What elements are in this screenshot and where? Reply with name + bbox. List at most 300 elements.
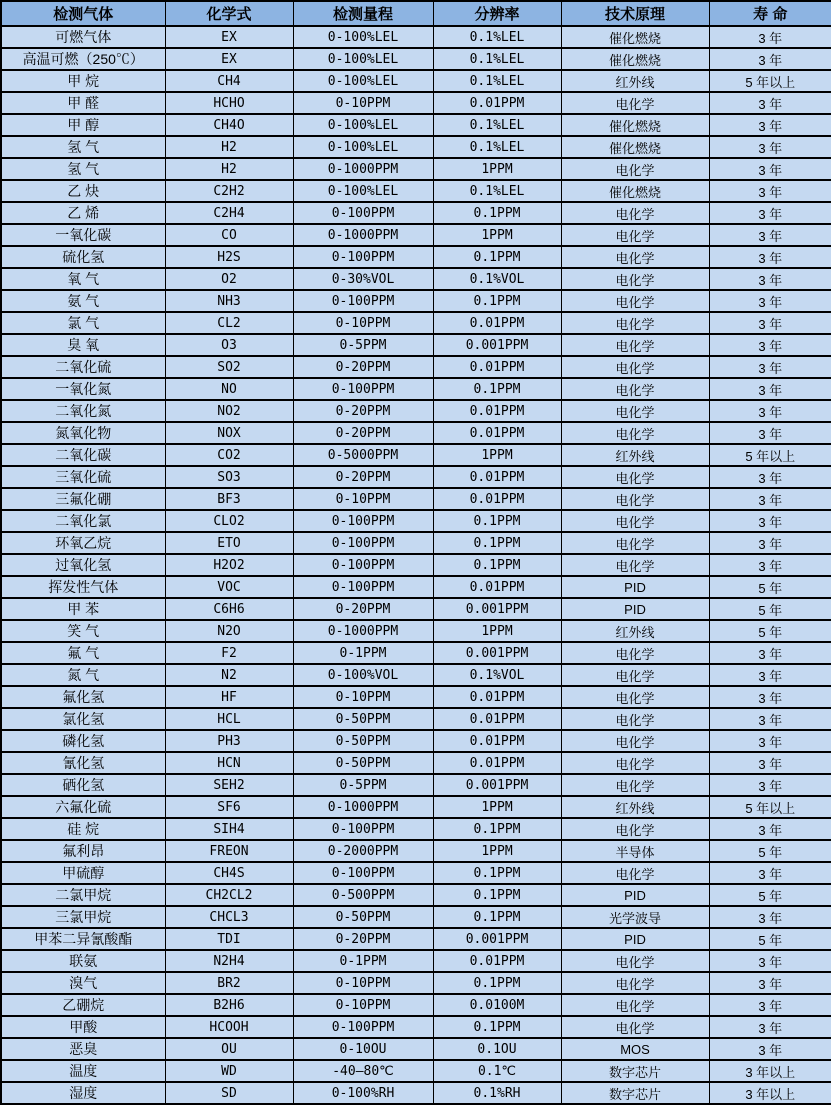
gas-name-cell: 温度 [1, 1060, 165, 1082]
detection-range-cell: 0-20PPM [293, 400, 433, 422]
detection-range-cell: 0-100PPM [293, 202, 433, 224]
table-row [1, 180, 831, 202]
detection-range-cell: 0-30%VOL [293, 268, 433, 290]
gas-name-cell: 硅 烷 [1, 818, 165, 840]
detection-range-cell: 0-100PPM [293, 862, 433, 884]
table-body [1, 26, 831, 1104]
lifespan-cell: 5 年 [709, 576, 831, 598]
resolution-cell: 0.1%LEL [433, 114, 561, 136]
table-row [1, 576, 831, 598]
detection-range-cell: 0-100PPM [293, 246, 433, 268]
technology-principle-cell: MOS [561, 1038, 709, 1060]
chemical-formula-cell: N2O [165, 620, 293, 642]
detection-range-cell: 0-100%LEL [293, 48, 433, 70]
chemical-formula-cell: WD [165, 1060, 293, 1082]
column-header-principle: 技术原理 [561, 1, 709, 26]
technology-principle-cell: 电化学 [561, 312, 709, 334]
table-row [1, 1060, 831, 1082]
chemical-formula-cell: H2 [165, 158, 293, 180]
chemical-formula-cell: HCHO [165, 92, 293, 114]
technology-principle-cell: 红外线 [561, 70, 709, 92]
lifespan-cell: 3 年 [709, 1016, 831, 1038]
table-row [1, 1016, 831, 1038]
lifespan-cell: 3 年 [709, 730, 831, 752]
chemical-formula-cell: NOX [165, 422, 293, 444]
chemical-formula-cell: CH4O [165, 114, 293, 136]
gas-name-cell: 氨 气 [1, 290, 165, 312]
gas-name-cell: 甲酸 [1, 1016, 165, 1038]
resolution-cell: 0.01PPM [433, 730, 561, 752]
table-row [1, 136, 831, 158]
detection-range-cell: 0-10PPM [293, 972, 433, 994]
table-row [1, 334, 831, 356]
detection-range-cell: 0-100%LEL [293, 136, 433, 158]
lifespan-cell: 3 年 [709, 774, 831, 796]
resolution-cell: 0.1PPM [433, 202, 561, 224]
gas-name-cell: 湿度 [1, 1082, 165, 1104]
technology-principle-cell: 电化学 [561, 466, 709, 488]
chemical-formula-cell: NO [165, 378, 293, 400]
chemical-formula-cell: NH3 [165, 290, 293, 312]
lifespan-cell: 5 年以上 [709, 444, 831, 466]
detection-range-cell: 0-5PPM [293, 334, 433, 356]
lifespan-cell: 3 年以上 [709, 1060, 831, 1082]
chemical-formula-cell: CH2CL2 [165, 884, 293, 906]
detection-range-cell: 0-100%LEL [293, 114, 433, 136]
resolution-cell: 0.1PPM [433, 532, 561, 554]
detection-range-cell: 0-10PPM [293, 312, 433, 334]
chemical-formula-cell: N2 [165, 664, 293, 686]
gas-name-cell: 六氟化硫 [1, 796, 165, 818]
technology-principle-cell: 电化学 [561, 708, 709, 730]
resolution-cell: 0.001PPM [433, 774, 561, 796]
gas-name-cell: 甲 醇 [1, 114, 165, 136]
resolution-cell: 0.1%LEL [433, 26, 561, 48]
gas-name-cell: 氯 气 [1, 312, 165, 334]
technology-principle-cell: 电化学 [561, 92, 709, 114]
table-row [1, 532, 831, 554]
resolution-cell: 1PPM [433, 796, 561, 818]
lifespan-cell: 3 年 [709, 312, 831, 334]
detection-range-cell: 0-10PPM [293, 994, 433, 1016]
gas-name-cell: 笑 气 [1, 620, 165, 642]
lifespan-cell: 3 年 [709, 950, 831, 972]
table-row [1, 26, 831, 48]
gas-name-cell: 乙 烯 [1, 202, 165, 224]
resolution-cell: 0.1PPM [433, 290, 561, 312]
lifespan-cell: 3 年 [709, 466, 831, 488]
table-row [1, 554, 831, 576]
resolution-cell: 0.1%LEL [433, 70, 561, 92]
chemical-formula-cell: ETO [165, 532, 293, 554]
resolution-cell: 0.001PPM [433, 642, 561, 664]
lifespan-cell: 3 年 [709, 818, 831, 840]
table-row [1, 466, 831, 488]
chemical-formula-cell: CO [165, 224, 293, 246]
table-row [1, 950, 831, 972]
gas-name-cell: 可燃气体 [1, 26, 165, 48]
detection-range-cell: 0-100PPM [293, 818, 433, 840]
lifespan-cell: 3 年 [709, 510, 831, 532]
resolution-cell: 1PPM [433, 620, 561, 642]
technology-principle-cell: 电化学 [561, 422, 709, 444]
technology-principle-cell: 电化学 [561, 862, 709, 884]
table-row [1, 906, 831, 928]
technology-principle-cell: 催化燃烧 [561, 48, 709, 70]
table-row [1, 796, 831, 818]
resolution-cell: 1PPM [433, 444, 561, 466]
lifespan-cell: 3 年 [709, 158, 831, 180]
chemical-formula-cell: CHCL3 [165, 906, 293, 928]
detection-range-cell: 0-5PPM [293, 774, 433, 796]
resolution-cell: 0.01PPM [433, 950, 561, 972]
lifespan-cell: 3 年 [709, 246, 831, 268]
detection-range-cell: 0-100%RH [293, 1082, 433, 1104]
chemical-formula-cell: N2H4 [165, 950, 293, 972]
technology-principle-cell: 电化学 [561, 488, 709, 510]
detection-range-cell: 0-50PPM [293, 906, 433, 928]
detection-range-cell: 0-10PPM [293, 92, 433, 114]
lifespan-cell: 3 年 [709, 268, 831, 290]
chemical-formula-cell: CH4S [165, 862, 293, 884]
technology-principle-cell: 电化学 [561, 1016, 709, 1038]
column-header-range: 检测量程 [293, 1, 433, 26]
lifespan-cell: 3 年 [709, 48, 831, 70]
technology-principle-cell: 电化学 [561, 818, 709, 840]
chemical-formula-cell: OU [165, 1038, 293, 1060]
lifespan-cell: 5 年 [709, 928, 831, 950]
technology-principle-cell: 催化燃烧 [561, 136, 709, 158]
resolution-cell: 1PPM [433, 224, 561, 246]
table-row [1, 202, 831, 224]
table-row [1, 378, 831, 400]
chemical-formula-cell: C2H4 [165, 202, 293, 224]
gas-name-cell: 氯化氢 [1, 708, 165, 730]
technology-principle-cell: 电化学 [561, 686, 709, 708]
resolution-cell: 0.01PPM [433, 752, 561, 774]
gas-name-cell: 溴气 [1, 972, 165, 994]
gas-name-cell: 甲 醛 [1, 92, 165, 114]
table-row [1, 884, 831, 906]
chemical-formula-cell: SD [165, 1082, 293, 1104]
gas-name-cell: 氮 气 [1, 664, 165, 686]
gas-name-cell: 磷化氢 [1, 730, 165, 752]
lifespan-cell: 3 年 [709, 378, 831, 400]
detection-range-cell: 0-100%LEL [293, 26, 433, 48]
resolution-cell: 0.1℃ [433, 1060, 561, 1082]
chemical-formula-cell: HCL [165, 708, 293, 730]
resolution-cell: 0.1%LEL [433, 180, 561, 202]
technology-principle-cell: 电化学 [561, 246, 709, 268]
chemical-formula-cell: TDI [165, 928, 293, 950]
gas-name-cell: 硫化氢 [1, 246, 165, 268]
resolution-cell: 0.1PPM [433, 510, 561, 532]
gas-name-cell: 高温可燃（250℃） [1, 48, 165, 70]
gas-name-cell: 氰化氢 [1, 752, 165, 774]
table-row [1, 642, 831, 664]
table-row [1, 312, 831, 334]
table-row [1, 620, 831, 642]
resolution-cell: 0.001PPM [433, 334, 561, 356]
technology-principle-cell: 电化学 [561, 994, 709, 1016]
lifespan-cell: 3 年 [709, 664, 831, 686]
lifespan-cell: 3 年 [709, 994, 831, 1016]
lifespan-cell: 3 年 [709, 686, 831, 708]
lifespan-cell: 3 年 [709, 862, 831, 884]
table-row [1, 818, 831, 840]
resolution-cell: 0.01PPM [433, 356, 561, 378]
lifespan-cell: 3 年 [709, 224, 831, 246]
resolution-cell: 0.1%VOL [433, 664, 561, 686]
table-row [1, 246, 831, 268]
table-row [1, 994, 831, 1016]
chemical-formula-cell: EX [165, 48, 293, 70]
detection-range-cell: 0-2000PPM [293, 840, 433, 862]
technology-principle-cell: 数字芯片 [561, 1060, 709, 1082]
lifespan-cell: 5 年 [709, 598, 831, 620]
chemical-formula-cell: C6H6 [165, 598, 293, 620]
gas-name-cell: 硒化氢 [1, 774, 165, 796]
chemical-formula-cell: NO2 [165, 400, 293, 422]
gas-name-cell: 二氯甲烷 [1, 884, 165, 906]
technology-principle-cell: 电化学 [561, 730, 709, 752]
chemical-formula-cell: HCN [165, 752, 293, 774]
chemical-formula-cell: HCOOH [165, 1016, 293, 1038]
technology-principle-cell: 催化燃烧 [561, 180, 709, 202]
detection-range-cell: 0-100%LEL [293, 180, 433, 202]
lifespan-cell: 5 年以上 [709, 70, 831, 92]
table-row [1, 774, 831, 796]
technology-principle-cell: 催化燃烧 [561, 26, 709, 48]
chemical-formula-cell: B2H6 [165, 994, 293, 1016]
resolution-cell: 0.1PPM [433, 972, 561, 994]
gas-name-cell: 甲 烷 [1, 70, 165, 92]
detection-range-cell: 0-10OU [293, 1038, 433, 1060]
resolution-cell: 0.001PPM [433, 598, 561, 620]
detection-range-cell: 0-10PPM [293, 488, 433, 510]
gas-name-cell: 氢 气 [1, 136, 165, 158]
detection-range-cell: 0-50PPM [293, 708, 433, 730]
chemical-formula-cell: CO2 [165, 444, 293, 466]
column-header-gas: 检测气体 [1, 1, 165, 26]
detection-range-cell: 0-1000PPM [293, 796, 433, 818]
gas-name-cell: 三氯甲烷 [1, 906, 165, 928]
chemical-formula-cell: SO3 [165, 466, 293, 488]
table-row [1, 1082, 831, 1104]
chemical-formula-cell: SF6 [165, 796, 293, 818]
lifespan-cell: 3 年 [709, 400, 831, 422]
technology-principle-cell: 电化学 [561, 202, 709, 224]
technology-principle-cell: PID [561, 928, 709, 950]
detection-range-cell: 0-20PPM [293, 356, 433, 378]
detection-range-cell: 0-1000PPM [293, 224, 433, 246]
technology-principle-cell: 电化学 [561, 356, 709, 378]
column-header-lifespan: 寿 命 [709, 1, 831, 26]
resolution-cell: 0.1PPM [433, 554, 561, 576]
chemical-formula-cell: CLO2 [165, 510, 293, 532]
resolution-cell: 0.01PPM [433, 686, 561, 708]
gas-name-cell: 三氟化硼 [1, 488, 165, 510]
table-row [1, 686, 831, 708]
gas-name-cell: 乙硼烷 [1, 994, 165, 1016]
chemical-formula-cell: O3 [165, 334, 293, 356]
lifespan-cell: 3 年 [709, 202, 831, 224]
gas-name-cell: 过氧化氢 [1, 554, 165, 576]
resolution-cell: 0.1PPM [433, 1016, 561, 1038]
gas-name-cell: 三氧化硫 [1, 466, 165, 488]
chemical-formula-cell: BR2 [165, 972, 293, 994]
resolution-cell: 0.0100M [433, 994, 561, 1016]
gas-name-cell: 二氧化氯 [1, 510, 165, 532]
detection-range-cell: 0-500PPM [293, 884, 433, 906]
lifespan-cell: 3 年 [709, 92, 831, 114]
lifespan-cell: 3 年 [709, 180, 831, 202]
chemical-formula-cell: H2O2 [165, 554, 293, 576]
lifespan-cell: 5 年 [709, 840, 831, 862]
technology-principle-cell: 电化学 [561, 752, 709, 774]
detection-range-cell: 0-20PPM [293, 466, 433, 488]
chemical-formula-cell: VOC [165, 576, 293, 598]
table-row [1, 862, 831, 884]
technology-principle-cell: 电化学 [561, 664, 709, 686]
table-row [1, 708, 831, 730]
table-row [1, 444, 831, 466]
table-row [1, 48, 831, 70]
lifespan-cell: 3 年 [709, 114, 831, 136]
detection-range-cell: 0-1PPM [293, 642, 433, 664]
resolution-cell: 0.1PPM [433, 906, 561, 928]
technology-principle-cell: 催化燃烧 [561, 114, 709, 136]
lifespan-cell: 3 年 [709, 554, 831, 576]
technology-principle-cell: 电化学 [561, 158, 709, 180]
chemical-formula-cell: EX [165, 26, 293, 48]
table-row [1, 422, 831, 444]
technology-principle-cell: PID [561, 884, 709, 906]
column-header-resolution: 分辨率 [433, 1, 561, 26]
resolution-cell: 1PPM [433, 158, 561, 180]
gas-name-cell: 一氧化氮 [1, 378, 165, 400]
lifespan-cell: 3 年以上 [709, 1082, 831, 1104]
detection-range-cell: 0-100%LEL [293, 70, 433, 92]
chemical-formula-cell: H2S [165, 246, 293, 268]
table-row [1, 400, 831, 422]
gas-name-cell: 氟 气 [1, 642, 165, 664]
gas-name-cell: 乙 炔 [1, 180, 165, 202]
resolution-cell: 0.1%LEL [433, 48, 561, 70]
detection-range-cell: 0-20PPM [293, 598, 433, 620]
technology-principle-cell: 电化学 [561, 972, 709, 994]
gas-name-cell: 二氧化硫 [1, 356, 165, 378]
detection-range-cell: 0-100PPM [293, 1016, 433, 1038]
technology-principle-cell: 电化学 [561, 378, 709, 400]
chemical-formula-cell: SO2 [165, 356, 293, 378]
lifespan-cell: 3 年 [709, 906, 831, 928]
technology-principle-cell: 电化学 [561, 268, 709, 290]
resolution-cell: 0.01PPM [433, 466, 561, 488]
table-row [1, 510, 831, 532]
table-row [1, 356, 831, 378]
table-row [1, 752, 831, 774]
technology-principle-cell: PID [561, 598, 709, 620]
resolution-cell: 0.1OU [433, 1038, 561, 1060]
technology-principle-cell: 光学波导 [561, 906, 709, 928]
resolution-cell: 0.1%VOL [433, 268, 561, 290]
technology-principle-cell: PID [561, 576, 709, 598]
detection-range-cell: 0-1PPM [293, 950, 433, 972]
chemical-formula-cell: C2H2 [165, 180, 293, 202]
lifespan-cell: 3 年 [709, 532, 831, 554]
chemical-formula-cell: BF3 [165, 488, 293, 510]
detection-range-cell: 0-20PPM [293, 928, 433, 950]
table-row [1, 224, 831, 246]
technology-principle-cell: 电化学 [561, 510, 709, 532]
resolution-cell: 1PPM [433, 840, 561, 862]
detection-range-cell: 0-10PPM [293, 686, 433, 708]
lifespan-cell: 3 年 [709, 972, 831, 994]
table-row [1, 70, 831, 92]
resolution-cell: 0.1PPM [433, 884, 561, 906]
technology-principle-cell: 电化学 [561, 334, 709, 356]
chemical-formula-cell: SEH2 [165, 774, 293, 796]
technology-principle-cell: 红外线 [561, 796, 709, 818]
resolution-cell: 0.01PPM [433, 400, 561, 422]
resolution-cell: 0.1PPM [433, 862, 561, 884]
column-header-formula: 化学式 [165, 1, 293, 26]
lifespan-cell: 3 年 [709, 752, 831, 774]
gas-name-cell: 甲 苯 [1, 598, 165, 620]
detection-range-cell: 0-1000PPM [293, 158, 433, 180]
chemical-formula-cell: FREON [165, 840, 293, 862]
gas-name-cell: 臭 氧 [1, 334, 165, 356]
lifespan-cell: 3 年 [709, 290, 831, 312]
resolution-cell: 0.01PPM [433, 312, 561, 334]
technology-principle-cell: 电化学 [561, 950, 709, 972]
technology-principle-cell: 红外线 [561, 620, 709, 642]
gas-name-cell: 氢 气 [1, 158, 165, 180]
technology-principle-cell: 电化学 [561, 290, 709, 312]
gas-name-cell: 环氧乙烷 [1, 532, 165, 554]
chemical-formula-cell: HF [165, 686, 293, 708]
table-row [1, 972, 831, 994]
lifespan-cell: 5 年 [709, 620, 831, 642]
resolution-cell: 0.01PPM [433, 708, 561, 730]
gas-name-cell: 挥发性气体 [1, 576, 165, 598]
lifespan-cell: 3 年 [709, 136, 831, 158]
resolution-cell: 0.001PPM [433, 928, 561, 950]
lifespan-cell: 3 年 [709, 334, 831, 356]
detection-range-cell: 0-5000PPM [293, 444, 433, 466]
detection-range-cell: 0-1000PPM [293, 620, 433, 642]
detection-range-cell: 0-100PPM [293, 510, 433, 532]
chemical-formula-cell: PH3 [165, 730, 293, 752]
detection-range-cell: 0-50PPM [293, 730, 433, 752]
technology-principle-cell: 电化学 [561, 642, 709, 664]
table-row [1, 158, 831, 180]
table-row [1, 1038, 831, 1060]
resolution-cell: 0.1PPM [433, 818, 561, 840]
detection-range-cell: 0-100PPM [293, 554, 433, 576]
technology-principle-cell: 红外线 [561, 444, 709, 466]
detection-range-cell: 0-100%VOL [293, 664, 433, 686]
lifespan-cell: 5 年以上 [709, 796, 831, 818]
table-row [1, 114, 831, 136]
lifespan-cell: 3 年 [709, 26, 831, 48]
chemical-formula-cell: O2 [165, 268, 293, 290]
gas-name-cell: 氧 气 [1, 268, 165, 290]
resolution-cell: 0.1%LEL [433, 136, 561, 158]
gas-name-cell: 氟利昂 [1, 840, 165, 862]
technology-principle-cell: 电化学 [561, 554, 709, 576]
